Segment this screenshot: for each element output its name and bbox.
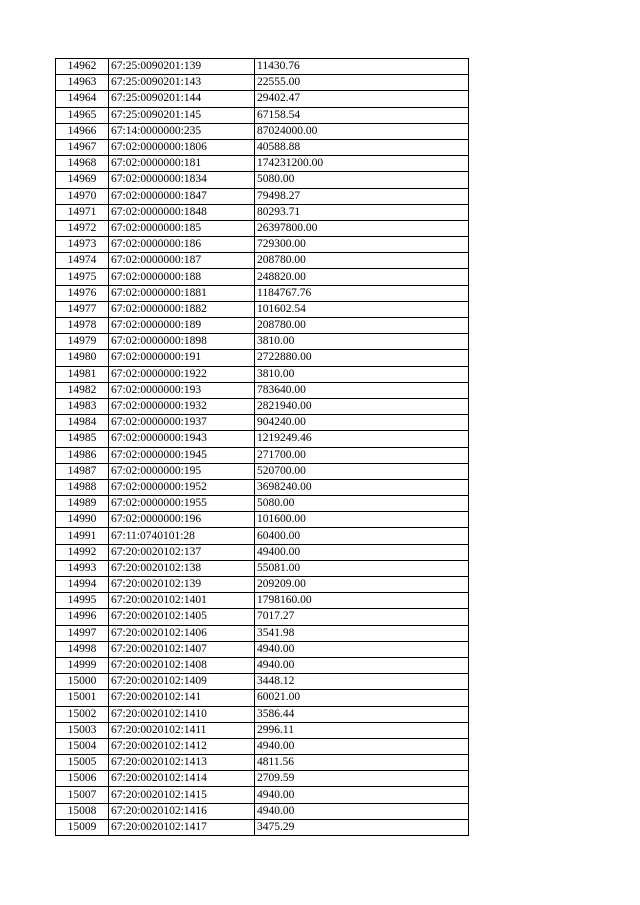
- table-row: [56, 609, 469, 625]
- table-row: [56, 188, 469, 204]
- row-number-cell: 14990: [56, 512, 109, 528]
- table-row: [56, 690, 469, 706]
- table-row: [56, 172, 469, 188]
- value-cell: 3810.00: [255, 366, 469, 382]
- cadastral-number-cell: 67:02:0000000:1937: [109, 415, 255, 431]
- value-cell: 29402.47: [255, 91, 469, 107]
- value-cell: 904240.00: [255, 415, 469, 431]
- table-row: [56, 107, 469, 123]
- table-row: [56, 123, 469, 139]
- cadastral-number-cell: 67:20:0020102:1414: [109, 771, 255, 787]
- cadastral-number-cell: 67:02:0000000:1847: [109, 188, 255, 204]
- value-cell: 3448.12: [255, 674, 469, 690]
- table-row: [56, 269, 469, 285]
- row-number-cell: 14995: [56, 593, 109, 609]
- cadastral-number-cell: 67:02:0000000:181: [109, 156, 255, 172]
- table-row: [56, 593, 469, 609]
- value-cell: 2996.11: [255, 722, 469, 738]
- cadastral-number-cell: 67:02:0000000:191: [109, 350, 255, 366]
- cadastral-number-cell: 67:02:0000000:1932: [109, 398, 255, 414]
- row-number-cell: 14988: [56, 479, 109, 495]
- value-cell: 3586.44: [255, 706, 469, 722]
- value-cell: 1184767.76: [255, 285, 469, 301]
- table-row: [56, 204, 469, 220]
- table-row: [56, 334, 469, 350]
- cadastral-number-cell: 67:20:0020102:137: [109, 544, 255, 560]
- cadastral-number-cell: 67:02:0000000:185: [109, 220, 255, 236]
- value-cell: 3810.00: [255, 334, 469, 350]
- row-number-cell: 15002: [56, 706, 109, 722]
- cadastral-number-cell: 67:02:0000000:1952: [109, 479, 255, 495]
- value-cell: 101602.54: [255, 301, 469, 317]
- value-cell: 79498.27: [255, 188, 469, 204]
- cadastral-number-cell: 67:02:0000000:196: [109, 512, 255, 528]
- cadastral-number-cell: 67:20:0020102:1407: [109, 641, 255, 657]
- value-cell: 208780.00: [255, 253, 469, 269]
- row-number-cell: 14972: [56, 220, 109, 236]
- row-number-cell: 14984: [56, 415, 109, 431]
- value-cell: 26397800.00: [255, 220, 469, 236]
- table-row: [56, 220, 469, 236]
- row-number-cell: 14975: [56, 269, 109, 285]
- table-row: [56, 674, 469, 690]
- value-cell: 209209.00: [255, 577, 469, 593]
- row-number-cell: 14980: [56, 350, 109, 366]
- cadastral-number-cell: 67:20:0020102:1415: [109, 787, 255, 803]
- row-number-cell: 14978: [56, 318, 109, 334]
- row-number-cell: 14979: [56, 334, 109, 350]
- table-row: [56, 59, 469, 75]
- value-cell: 4940.00: [255, 803, 469, 819]
- cadastral-number-cell: 67:20:0020102:1412: [109, 738, 255, 754]
- table-row: [56, 139, 469, 155]
- table-row: [56, 544, 469, 560]
- value-cell: 1219249.46: [255, 431, 469, 447]
- row-number-cell: 14996: [56, 609, 109, 625]
- cadastral-number-cell: 67:02:0000000:1943: [109, 431, 255, 447]
- row-number-cell: 14999: [56, 657, 109, 673]
- table-row: [56, 625, 469, 641]
- table-row: [56, 350, 469, 366]
- value-cell: 55081.00: [255, 560, 469, 576]
- cadastral-number-cell: 67:02:0000000:1881: [109, 285, 255, 301]
- value-cell: 3475.29: [255, 819, 469, 835]
- cadastral-number-cell: 67:02:0000000:188: [109, 269, 255, 285]
- table-row: [56, 803, 469, 819]
- value-cell: 60400.00: [255, 528, 469, 544]
- value-cell: 1798160.00: [255, 593, 469, 609]
- value-cell: 40588.88: [255, 139, 469, 155]
- table-row: [56, 447, 469, 463]
- table-row: [56, 755, 469, 771]
- cadastral-number-cell: 67:20:0020102:1405: [109, 609, 255, 625]
- row-number-cell: 14977: [56, 301, 109, 317]
- table-row: [56, 415, 469, 431]
- table-row: [56, 318, 469, 334]
- cadastral-number-cell: 67:20:0020102:138: [109, 560, 255, 576]
- cadastral-number-cell: 67:20:0020102:1417: [109, 819, 255, 835]
- row-number-cell: 14965: [56, 107, 109, 123]
- table-row: [56, 431, 469, 447]
- row-number-cell: 14971: [56, 204, 109, 220]
- row-number-cell: 15008: [56, 803, 109, 819]
- value-cell: 729300.00: [255, 237, 469, 253]
- row-number-cell: 14982: [56, 382, 109, 398]
- row-number-cell: 14991: [56, 528, 109, 544]
- row-number-cell: 15003: [56, 722, 109, 738]
- row-number-cell: 15007: [56, 787, 109, 803]
- table-row: [56, 560, 469, 576]
- value-cell: 87024000.00: [255, 123, 469, 139]
- cadastral-number-cell: 67:02:0000000:1922: [109, 366, 255, 382]
- cadastral-number-cell: 67:02:0000000:1945: [109, 447, 255, 463]
- cadastral-number-cell: 67:02:0000000:1898: [109, 334, 255, 350]
- row-number-cell: 14998: [56, 641, 109, 657]
- row-number-cell: 14983: [56, 398, 109, 414]
- table-row: [56, 528, 469, 544]
- table-row: [56, 479, 469, 495]
- cadastral-number-cell: 67:02:0000000:195: [109, 463, 255, 479]
- table-body: [56, 59, 469, 836]
- cadastral-number-cell: 67:02:0000000:1806: [109, 139, 255, 155]
- value-cell: 11430.76: [255, 59, 469, 75]
- value-cell: 208780.00: [255, 318, 469, 334]
- row-number-cell: 14968: [56, 156, 109, 172]
- cadastral-number-cell: 67:20:0020102:1411: [109, 722, 255, 738]
- row-number-cell: 14976: [56, 285, 109, 301]
- row-number-cell: 14964: [56, 91, 109, 107]
- value-cell: 60021.00: [255, 690, 469, 706]
- value-cell: 4940.00: [255, 657, 469, 673]
- value-cell: 783640.00: [255, 382, 469, 398]
- table-row: [56, 496, 469, 512]
- row-number-cell: 14993: [56, 560, 109, 576]
- row-number-cell: 14986: [56, 447, 109, 463]
- row-number-cell: 15005: [56, 755, 109, 771]
- value-cell: 80293.71: [255, 204, 469, 220]
- value-cell: 174231200.00: [255, 156, 469, 172]
- table-row: [56, 382, 469, 398]
- row-number-cell: 14992: [56, 544, 109, 560]
- table-row: [56, 237, 469, 253]
- value-cell: 248820.00: [255, 269, 469, 285]
- table-row: [56, 512, 469, 528]
- table-row: [56, 366, 469, 382]
- table-row: [56, 706, 469, 722]
- row-number-cell: 14970: [56, 188, 109, 204]
- table-row: [56, 771, 469, 787]
- value-cell: 3698240.00: [255, 479, 469, 495]
- table-row: [56, 253, 469, 269]
- row-number-cell: 14981: [56, 366, 109, 382]
- value-cell: 271700.00: [255, 447, 469, 463]
- row-number-cell: 14989: [56, 496, 109, 512]
- cadastral-number-cell: 67:02:0000000:189: [109, 318, 255, 334]
- cadastral-number-cell: 67:20:0020102:139: [109, 577, 255, 593]
- row-number-cell: 14963: [56, 75, 109, 91]
- cadastral-number-cell: 67:02:0000000:187: [109, 253, 255, 269]
- cadastral-number-cell: 67:20:0020102:1406: [109, 625, 255, 641]
- row-number-cell: 15004: [56, 738, 109, 754]
- row-number-cell: 14966: [56, 123, 109, 139]
- cadastral-number-cell: 67:02:0000000:1848: [109, 204, 255, 220]
- value-cell: 22555.00: [255, 75, 469, 91]
- table-row: [56, 787, 469, 803]
- row-number-cell: 15006: [56, 771, 109, 787]
- row-number-cell: 14985: [56, 431, 109, 447]
- row-number-cell: 15009: [56, 819, 109, 835]
- row-number-cell: 15001: [56, 690, 109, 706]
- row-number-cell: 14987: [56, 463, 109, 479]
- row-number-cell: 14994: [56, 577, 109, 593]
- value-cell: 5080.00: [255, 172, 469, 188]
- cadastral-number-cell: 67:20:0020102:141: [109, 690, 255, 706]
- table-row: [56, 398, 469, 414]
- value-cell: 67158.54: [255, 107, 469, 123]
- value-cell: 4940.00: [255, 787, 469, 803]
- table-row: [56, 641, 469, 657]
- cadastral-number-cell: 67:02:0000000:193: [109, 382, 255, 398]
- row-number-cell: 14962: [56, 59, 109, 75]
- table-row: [56, 657, 469, 673]
- value-cell: 2709.59: [255, 771, 469, 787]
- cadastral-number-cell: 67:20:0020102:1401: [109, 593, 255, 609]
- value-cell: 2821940.00: [255, 398, 469, 414]
- table-row: [56, 156, 469, 172]
- table-row: [56, 91, 469, 107]
- row-number-cell: 14997: [56, 625, 109, 641]
- table-row: [56, 75, 469, 91]
- cadastral-number-cell: 67:20:0020102:1413: [109, 755, 255, 771]
- row-number-cell: 14973: [56, 237, 109, 253]
- table-row: [56, 722, 469, 738]
- cadastral-number-cell: 67:11:0740101:28: [109, 528, 255, 544]
- value-cell: 4811.56: [255, 755, 469, 771]
- cadastral-number-cell: 67:25:0090201:144: [109, 91, 255, 107]
- cadastral-number-cell: 67:02:0000000:1834: [109, 172, 255, 188]
- cadastral-number-cell: 67:14:0000000:235: [109, 123, 255, 139]
- value-cell: 2722880.00: [255, 350, 469, 366]
- value-cell: 4940.00: [255, 738, 469, 754]
- cadastral-number-cell: 67:25:0090201:145: [109, 107, 255, 123]
- table-row: [56, 738, 469, 754]
- row-number-cell: 14967: [56, 139, 109, 155]
- cadastral-number-cell: 67:20:0020102:1410: [109, 706, 255, 722]
- cadastral-number-cell: 67:25:0090201:143: [109, 75, 255, 91]
- cadastral-number-cell: 67:20:0020102:1408: [109, 657, 255, 673]
- table-row: [56, 577, 469, 593]
- table-row: [56, 285, 469, 301]
- value-cell: 7017.27: [255, 609, 469, 625]
- cadastral-number-cell: 67:25:0090201:139: [109, 59, 255, 75]
- data-table: [55, 58, 469, 836]
- cadastral-number-cell: 67:20:0020102:1416: [109, 803, 255, 819]
- value-cell: 520700.00: [255, 463, 469, 479]
- row-number-cell: 15000: [56, 674, 109, 690]
- cadastral-number-cell: 67:02:0000000:1955: [109, 496, 255, 512]
- cadastral-number-cell: 67:02:0000000:186: [109, 237, 255, 253]
- value-cell: 49400.00: [255, 544, 469, 560]
- table-row: [56, 819, 469, 835]
- row-number-cell: 14974: [56, 253, 109, 269]
- table-row: [56, 463, 469, 479]
- value-cell: 101600.00: [255, 512, 469, 528]
- row-number-cell: 14969: [56, 172, 109, 188]
- value-cell: 5080.00: [255, 496, 469, 512]
- cadastral-number-cell: 67:02:0000000:1882: [109, 301, 255, 317]
- value-cell: 4940.00: [255, 641, 469, 657]
- table-row: [56, 301, 469, 317]
- cadastral-number-cell: 67:20:0020102:1409: [109, 674, 255, 690]
- value-cell: 3541.98: [255, 625, 469, 641]
